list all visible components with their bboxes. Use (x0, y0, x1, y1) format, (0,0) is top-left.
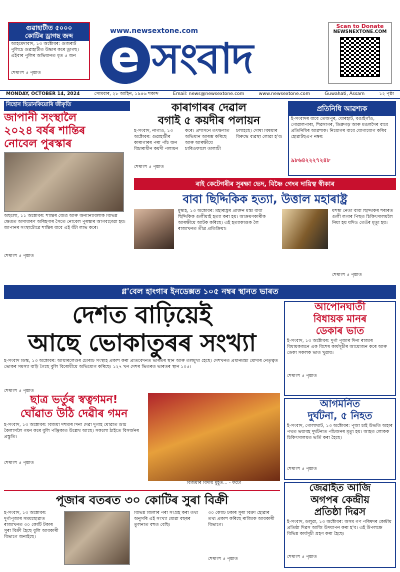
representative-box (288, 101, 396, 176)
goddess-more-link[interactable]: শেষাংশ ৫ পৃষ্ঠাত (4, 461, 34, 466)
mla-story (284, 301, 396, 396)
promo-more-link[interactable]: শেষাংশ ৫ পৃষ্ঠাত (11, 71, 41, 76)
rep-box-body: ই-সংবাদৰ বাবে তেজপুৰ, যোৰহাট, বঙাইগাঁও, গোৱালপাৰা, শিৱসাগৰ, ডিব্ৰুগড় আৰু মঙলদৈৰ বাবে প্ৰতিনিধিৰ আৱশ্যক। নিয়োগৰ বাবে যোগাযোগ কৰিব হোৱাটছএপ নম্বৰ: (291, 117, 389, 140)
siddique-headline: বাবা ছিদ্দিকিক হত্যা, উত্তাল মহাৰাষ্ট্ৰ (182, 192, 348, 206)
website-url[interactable]: www.newsextone.com (110, 27, 199, 35)
puja-headline: পূজাৰ বতৰত ৩০ কোটিৰ সুৰা বিক্ৰী (55, 493, 229, 507)
puja-col-3: ৩০ কোটি টকাৰ সুৰা বিক্ৰী হোৱাৰ তথ্য প্ৰকাশ কৰিছে ৰাজ্যিক আবকাৰী বিভাগে। (208, 511, 275, 528)
jailbreak-headline-2: বগাই ৫ কয়দীৰ পলায়ন (157, 114, 261, 127)
puja-more-link[interactable]: শেষাংশ ৫ পৃষ্ঠাত (208, 557, 238, 562)
donate-site: NEWSNEXTONE.COM (333, 30, 387, 35)
accident-body: ই-সংবাদ, গোলাঘাট, ১৩ অক্টোবৰ: পূজা চাই উভতি অহাৰ পথত ভয়াবহ দুৰ্ঘটনাত পাঁচজনৰ মৃত্যু হয়। আহত লোকক চিকিৎসালয়ত ভৰ্তি কৰা হৈছে। (287, 424, 393, 441)
agp-story (284, 482, 396, 568)
date-english: MONDAY, OCTOBER 14, 2024 (6, 92, 80, 97)
dateline-bar (0, 90, 400, 99)
agp-headline-3: প্ৰতিষ্ঠা দিৱস (314, 507, 366, 518)
goddess-headline-2: ঘোঁৱাত উঠি দেৱীৰ গমন (20, 407, 128, 420)
siddique-body-right: যশস্বী নেতা বাবা ছিদ্দিকিৰ শৰীৰত গুলী লগাৰ পিছত চিকিৎসালয়লৈ নিয়া হয় যদিও তেওঁৰ মৃত্যু হয়। (332, 209, 394, 226)
logo-name: সংবাদ (152, 34, 253, 83)
accident-headline-2: দুৰ্ঘটনা, ৫ নিহত (307, 411, 373, 422)
nobel-body: অছলো, ১১ অক্টোবৰ: শান্তিৰ জেত্ৰ আৰু অন্যান্যবিলাক বিভিন্ন ক্ষেত্ৰত অসাধাৰণ অৰিহণাৰ সৈতে নোবেল পুৰস্কাৰ আগবঢ়োৱা হয়। জাপানৰ সংস্থাটোৱে শান্তিৰ বাবে এই বঁটা লাভ কৰে। (4, 214, 126, 231)
siddique-photo (134, 209, 174, 249)
main-headline-1: দেশত বাঢ়িয়েই (72, 301, 212, 329)
jailbreak-body: ই-সংবাদ, নাগাঁও, ১৩ অক্টোবৰ: গুৱাহাটীৰ কাৰাগাৰৰ পৰা পাঁচ জন বিচাৰাধীন কয়দী পলায়ন কৰে। প্ৰশাসনে তৎক্ষণাত অভিযান আৰম্ভ কৰিছে আৰু আৰক্ষীয়ে চাৰিওফালে তালাচী চলাইছে। দোষী বিষয়াৰ বিৰুদ্ধে ব্যৱস্থা লোৱা হ'ব। (134, 129, 283, 152)
promo-headline: গুৱাহাটীত ৫০০০ কোটিৰ ড্ৰাগছ জব্দ (9, 23, 89, 41)
goddess-body: ই-সংবাদ, ১৩ অক্টোবৰ: বিজয়া দশমীৰ দিনা দেৱী দুৰ্গাই ঘোঁৱাত উঠি কৈলাসলৈ গমন কৰে বুলি পঞ্জিকাত উল্লেখ আছে। সকলো ঠাইতে বিসৰ্জনৰ প্ৰস্তুতি। (4, 423, 139, 440)
jailbreak-headline-1: কাৰাগাৰৰ দেৱাল (171, 101, 247, 114)
siddique-body: মুম্বাই, ১৩ অক্টোবৰ: মহাৰাষ্ট্ৰৰ প্ৰাক্তন মন্ত্ৰী বাবা ছিদ্দিকিক গুলীয়াই হত্যা কৰা হয়। আক্ৰমণকাৰীক আৰক্ষীয়ে আটক কৰিছে। এই হত্যাকাণ্ডক লৈ ৰাজ্যখনত তীব্ৰ প্ৰতিক্ৰিয়া। (178, 209, 266, 232)
goddess-story (4, 393, 280, 488)
main-more-link[interactable]: শেষাংশ ৫ পৃষ্ঠাত (4, 389, 34, 394)
mla-headline-1: আপোনঘাতী (314, 302, 366, 313)
hunger-index-bar: গ্ল'বেল হাংগাৰ ইনডেক্সত ১০৫ নম্বৰ স্থানত ভাৰত (4, 285, 396, 299)
mla-headline-3: ডেকাৰ ভাত (315, 326, 365, 337)
dateline-site[interactable]: www.newsextone.com (258, 92, 311, 97)
mla-body: ই-সংবাদ, ১৩ অক্টোবৰ: দুৰ্গা পূজাৰ দিনা ৰাজ্যৰ বিধায়কজনে এক বিশেষ কাৰ্যসূচীৰ আয়োজন কৰে আৰু ডেকা সকলক ভাত খুৱায়। (287, 339, 387, 356)
accident-story (284, 398, 396, 480)
goddess-photo (148, 393, 280, 481)
siddique-more-link[interactable]: শেষাংশ ৫ পৃষ্ঠাত (332, 273, 362, 278)
agp-headline-1: জেৱাইত আজি (309, 483, 371, 494)
accident-more-link[interactable]: শেষাংশ ৫ পৃষ্ঠাত (287, 467, 317, 472)
siddique-photo-2 (282, 209, 328, 249)
puja-story (4, 490, 280, 570)
main-headline-2: আছে ভোকাতুৰৰ সংখ্যা (27, 329, 257, 357)
siddique-story (134, 191, 396, 283)
agp-more-link[interactable]: শেষাংশ ৫ পৃষ্ঠাত (287, 555, 317, 560)
rep-box-head: প্ৰতিনিধি আৱশ্যক (289, 102, 395, 116)
security-bar: ৰাই কেটেগৰীৰ সুৰক্ষা ভেদ, বিষ্ণৈ গেংৰ দায়িত্ব স্বীকাৰ (134, 178, 396, 190)
city: Guwahati, Assam (324, 92, 365, 97)
accident-headline-1: আগমনিত (319, 399, 361, 410)
puja-col-2: বিভিন্ন জিলাৰ পৰা সংগ্ৰহ কৰা তথ্য অনুসৰি এই সংখ্যা যোৱা বছৰৰ তুলনাত বহুত বেছি। (134, 511, 199, 528)
agp-body: ই-সংবাদ, ডলুৱা, ১৩ অক্টোবৰ: অসম গণ পৰিষদৰ কেন্দ্ৰীয় প্ৰতিষ্ঠা দিৱস আজি উদযাপন কৰা হ'ব। এই উপলক্ষে বিভিন্ন কাৰ্যসূচী গ্ৰহণ কৰা হৈছে। (287, 520, 392, 537)
agp-headline-2: অগপৰ কেন্দ্ৰীয় (310, 495, 370, 506)
rep-box-phone[interactable]: ৯৮৬৪২২২৭২৪৮ (291, 158, 331, 164)
donate-box[interactable] (328, 22, 392, 84)
nobel-story (4, 101, 130, 281)
main-body: ই-সংবাদ ডিস্ক, ১৩ অক্টোবৰ: আয়াৰলেণ্ডৰ চেৰিটি সংস্থাই প্ৰকাশ কৰা প্ৰতিবেদনত ভাৰতৰ স্থান আৰু তলমুখী হৈছে। দেশখনত প্ৰধানমন্ত্ৰী মোদীৰ নেতৃত্বত ভোকৰ সমস্যা বাঢ়ি গৈছে বুলি বিৰোধীয়ে অভিযোগ কৰিছে। ১২৭ খন দেশৰ ভিতৰত ভাৰতৰ স্থান ১০৫। (4, 359, 279, 370)
puja-photo (64, 511, 130, 565)
promo-box[interactable] (8, 22, 90, 80)
mla-more-link[interactable]: শেষাংশ ৫ পৃষ্ঠাত (287, 374, 317, 379)
logo[interactable] (100, 32, 305, 88)
nobel-headline-1: জাপানী সংস্থালৈ (4, 111, 77, 124)
donate-title: Scan to Donate (336, 24, 384, 30)
nobel-headline-2: ২০২৪ বৰ্ষৰ শান্তিৰ (4, 124, 86, 137)
date-issue: সোমবাৰ, ২৮ আহিন, ১৯৪৬ শকাব্দ (94, 92, 159, 97)
nobel-more-link[interactable]: শেষাংশ ৫ পৃষ্ঠাত (4, 254, 34, 259)
qr-code-icon (340, 37, 380, 77)
nobel-photo (4, 152, 124, 212)
goddess-headline-1: ছাত্ৰ ভৰ্তুৰ স্বত্বগমন! (30, 393, 118, 406)
puja-col-1: ই-সংবাদ, ১৩ অক্টোবৰ: দুৰ্গাপূজাৰ সময়ছোৱাত ৰাজ্যখনত ৩০ কোটি টকাৰ সুৰা বিক্ৰী হৈছে বুলি আবকাৰী বিভাগে জনাইছে। (4, 511, 59, 540)
nobel-headline-3: নোবেল পুৰস্কাৰ (4, 137, 72, 150)
mla-headline-2: বিধায়ক মানৰ (313, 314, 367, 325)
page-count: ১২ পৃষ্ঠা (379, 92, 394, 97)
jailbreak-more-link[interactable]: শেষাংশ ৫ পৃষ্ঠাত (134, 165, 164, 170)
jailbreak-story (134, 101, 284, 176)
goddess-caption: বিজয়াৰ বিদায় মুহূৰ্ত... - ফটো (148, 481, 280, 487)
email[interactable]: Email: news@newsextone.com (173, 92, 245, 97)
logo-e-icon: e (100, 36, 150, 84)
promo-text: আহমেদাবাদ, ১৩ অক্টোবৰ: গুজৰাট পুলিচে গুৱাহাটীত উদ্ধাৰ কৰে ড্ৰাগছ। এইবাৰ পুলিৰ অভিযানত ধৃত ৫ জন (11, 42, 79, 59)
nobel-kicker: নিহোন হিডানকিয়োৰি জীকৃতি (4, 101, 130, 111)
